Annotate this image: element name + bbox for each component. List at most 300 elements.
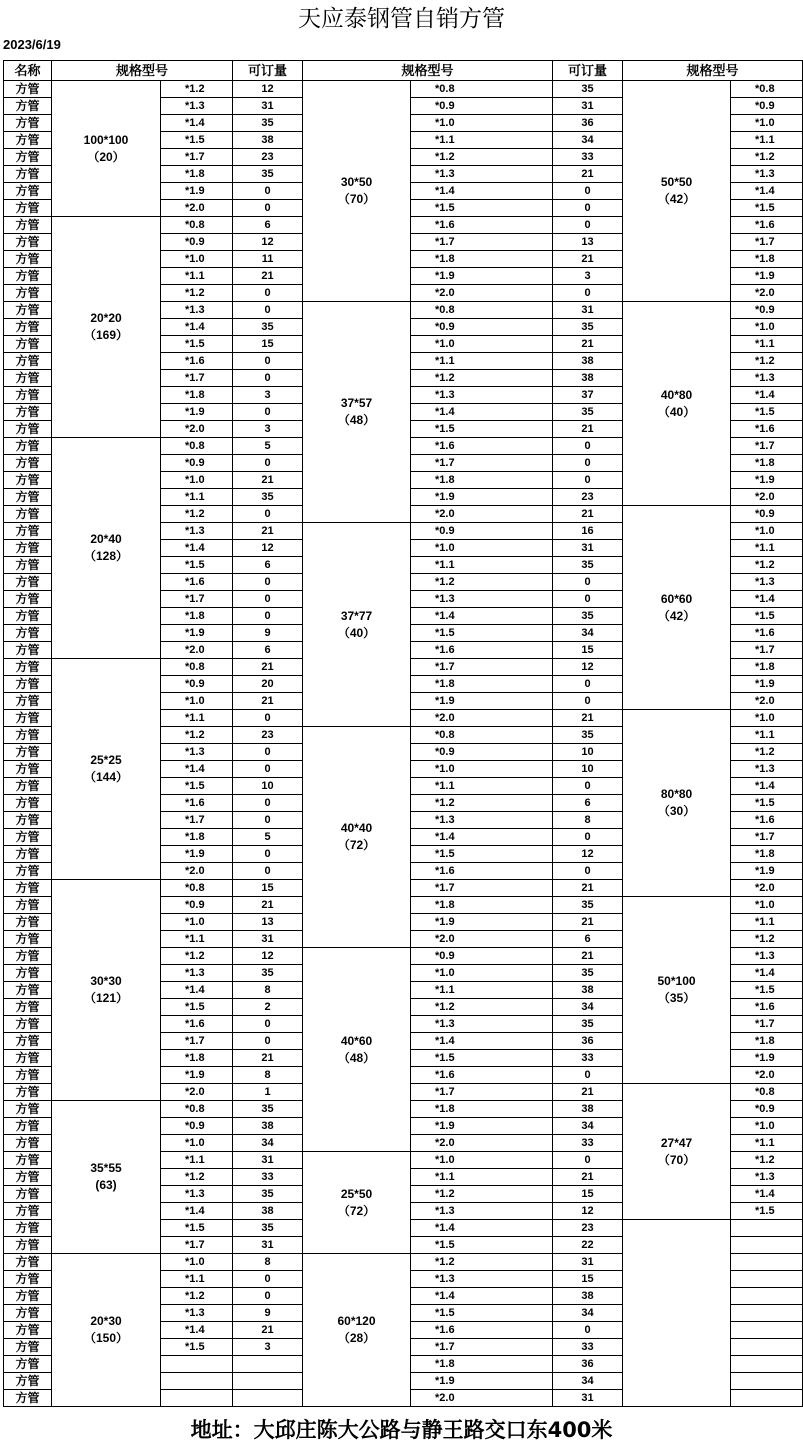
spec-thickness-cell: *1.6 (731, 625, 803, 642)
quantity-cell: 0 (233, 200, 303, 217)
spec-thickness-cell: *0.9 (731, 98, 803, 115)
spec-thickness-cell: *1.3 (731, 574, 803, 591)
row-name-cell: 方管 (4, 1067, 52, 1084)
spec-thickness-cell: *0.8 (161, 217, 233, 234)
quantity-cell: 21 (233, 1322, 303, 1339)
page-title: 天应泰钢管自销方管 (298, 6, 505, 32)
quantity-cell: 37 (553, 387, 623, 404)
row-name-cell: 方管 (4, 489, 52, 506)
spec-thickness-cell: *0.9 (161, 1118, 233, 1135)
spec-thickness-cell: *2.0 (411, 285, 553, 302)
row-name-cell: 方管 (4, 1169, 52, 1186)
spec-thickness-cell: *1.3 (411, 1203, 553, 1220)
spec-thickness-cell: *1.6 (411, 1322, 553, 1339)
spec-thickness-cell: *1.5 (411, 1305, 553, 1322)
spec-thickness-cell: *1.4 (411, 183, 553, 200)
spec-count: （121） (83, 991, 129, 1005)
spec-thickness-cell: *1.7 (731, 829, 803, 846)
spec-thickness-cell: *0.9 (161, 234, 233, 251)
spec-thickness-cell: *1.2 (161, 285, 233, 302)
spec-thickness-cell: *1.5 (731, 982, 803, 999)
quantity-cell: 36 (553, 115, 623, 132)
row-name-cell: 方管 (4, 353, 52, 370)
spec-count: （20） (87, 149, 125, 164)
spec-thickness-cell (731, 1322, 803, 1339)
spec-thickness-cell: *1.4 (161, 1322, 233, 1339)
header-spec-2: 规格型号 (303, 61, 553, 81)
row-name-cell: 方管 (4, 659, 52, 676)
spec-size: 27*47 (660, 1135, 693, 1150)
row-name-cell: 方管 (4, 744, 52, 761)
spec-thickness-cell: *1.3 (161, 744, 233, 761)
quantity-cell: 11 (233, 251, 303, 268)
spec-size: 80*80 (660, 787, 693, 801)
spec-thickness-cell: *1.8 (411, 1356, 553, 1373)
spec-thickness-cell: *1.5 (161, 1339, 233, 1356)
spec-thickness-cell: *1.4 (731, 1186, 803, 1203)
row-name-cell: 方管 (4, 115, 52, 132)
row-name-cell: 方管 (4, 387, 52, 404)
spec-thickness-cell: *1.3 (731, 761, 803, 778)
spec-thickness-cell: *1.1 (161, 1271, 233, 1288)
spec-thickness-cell: *1.5 (161, 778, 233, 795)
quantity-cell: 0 (553, 438, 623, 455)
spec-thickness-cell: *1.2 (411, 1186, 553, 1203)
quantity-cell: 22 (553, 1237, 623, 1254)
quantity-cell: 3 (553, 268, 623, 285)
spec-thickness-cell: *1.4 (161, 540, 233, 557)
spec-thickness-cell: *1.3 (411, 387, 553, 404)
row-name-cell: 方管 (4, 183, 52, 200)
quantity-cell: 0 (233, 506, 303, 523)
quantity-cell: 34 (233, 1135, 303, 1152)
quantity-cell: 5 (233, 829, 303, 846)
spec-thickness-cell: *1.6 (411, 863, 553, 880)
spec-thickness-cell: *1.8 (731, 455, 803, 472)
spec-thickness-cell: *1.9 (161, 625, 233, 642)
spec-thickness-cell: *2.0 (161, 642, 233, 659)
spec-thickness-cell: *1.4 (411, 829, 553, 846)
spec-thickness-cell: *1.1 (731, 914, 803, 931)
quantity-cell: 34 (553, 1373, 623, 1390)
row-name-cell: 方管 (4, 1305, 52, 1322)
spec-thickness-cell: *0.9 (731, 1101, 803, 1118)
spec-thickness-cell: *1.3 (731, 1169, 803, 1186)
row-name-cell: 方管 (4, 1050, 52, 1067)
row-name-cell: 方管 (4, 166, 52, 183)
quantity-cell: 35 (553, 81, 623, 98)
quantity-cell: 38 (553, 1288, 623, 1305)
spec-thickness-cell: *1.2 (161, 1288, 233, 1305)
quantity-cell: 35 (233, 319, 303, 336)
spec-size: 20*20 (90, 311, 122, 325)
row-name-cell: 方管 (4, 234, 52, 251)
quantity-cell: 36 (553, 1356, 623, 1373)
spec-thickness-cell: *1.2 (731, 931, 803, 948)
spec-thickness-cell: *1.3 (161, 302, 233, 319)
spec-thickness-cell: *1.3 (731, 370, 803, 387)
spec-thickness-cell: *1.0 (161, 472, 233, 489)
quantity-cell: 21 (553, 948, 623, 965)
spec-size: 50*50 (660, 175, 693, 189)
spec-thickness-cell: *1.3 (411, 591, 553, 608)
spec-size: 50*100 (657, 974, 696, 988)
quantity-cell: 0 (553, 455, 623, 472)
spec-thickness-cell: *1.9 (731, 676, 803, 693)
spec-thickness-cell: *2.0 (411, 710, 553, 727)
spec-thickness-cell: *1.3 (411, 812, 553, 829)
quantity-cell: 6 (233, 642, 303, 659)
spec-thickness-cell (731, 1237, 803, 1254)
spec-count: （72） (337, 1203, 376, 1218)
quantity-cell: 35 (233, 115, 303, 132)
spec-thickness-cell: *1.7 (411, 1339, 553, 1356)
row-name-cell: 方管 (4, 693, 52, 710)
header-qty-1: 可订量 (233, 61, 303, 81)
quantity-cell: 34 (553, 132, 623, 149)
spec-count: （42） (657, 608, 696, 623)
spec-count: （48） (337, 1050, 376, 1065)
quantity-cell: 21 (553, 1084, 623, 1101)
spec-thickness-cell: *1.3 (161, 1305, 233, 1322)
row-name-cell: 方管 (4, 897, 52, 914)
quantity-cell: 21 (553, 506, 623, 523)
row-name-cell: 方管 (4, 455, 52, 472)
quantity-cell: 21 (553, 421, 623, 438)
spec-group-label (623, 81, 731, 302)
spec-thickness-cell (731, 1373, 803, 1390)
spec-thickness-cell: *2.0 (731, 285, 803, 302)
row-name-cell: 方管 (4, 506, 52, 523)
spec-thickness-cell: *1.1 (411, 1169, 553, 1186)
header-name: 名称 (4, 61, 52, 81)
spec-group-label (303, 302, 411, 523)
spec-thickness-cell: *1.3 (731, 948, 803, 965)
quantity-cell: 0 (233, 370, 303, 387)
quantity-cell: 0 (553, 574, 623, 591)
spec-thickness-cell (731, 1305, 803, 1322)
spec-group-label (303, 1254, 411, 1407)
spec-group-label (303, 948, 411, 1152)
spec-thickness-cell: *1.5 (161, 557, 233, 574)
spec-group-label (52, 1101, 161, 1254)
spec-thickness-cell: *1.2 (411, 999, 553, 1016)
row-name-cell: 方管 (4, 1322, 52, 1339)
spec-thickness-cell: *1.5 (161, 336, 233, 353)
spec-thickness-cell: *1.0 (411, 1152, 553, 1169)
spec-thickness-cell: *1.6 (411, 1067, 553, 1084)
spec-thickness-cell: *1.3 (731, 166, 803, 183)
quantity-cell: 12 (233, 234, 303, 251)
spec-thickness-cell: *1.0 (411, 761, 553, 778)
row-name-cell: 方管 (4, 625, 52, 642)
spec-group-label (52, 81, 161, 217)
spec-size: 40*60 (340, 1033, 373, 1048)
spec-thickness-cell: *2.0 (411, 1135, 553, 1152)
spec-thickness-cell: *1.0 (731, 710, 803, 727)
spec-thickness-cell: *1.8 (731, 846, 803, 863)
spec-thickness-cell: *1.5 (161, 999, 233, 1016)
quantity-cell: 0 (553, 285, 623, 302)
row-name-cell: 方管 (4, 642, 52, 659)
quantity-cell: 0 (233, 1271, 303, 1288)
row-name-cell: 方管 (4, 217, 52, 234)
spec-thickness-cell: *2.0 (411, 1390, 553, 1407)
spec-group-label (52, 880, 161, 1101)
quantity-cell: 3 (233, 421, 303, 438)
spec-size: 35*55 (90, 1161, 122, 1175)
spec-count: （28） (337, 1331, 376, 1345)
quantity-cell: 6 (553, 931, 623, 948)
spec-group-label (52, 1254, 161, 1407)
spec-thickness-cell: *1.5 (731, 1203, 803, 1220)
row-name-cell: 方管 (4, 1135, 52, 1152)
spec-thickness-cell: *1.1 (731, 1135, 803, 1152)
quantity-cell: 0 (553, 1067, 623, 1084)
quantity-cell: 35 (233, 489, 303, 506)
spec-thickness-cell: *1.2 (411, 1254, 553, 1271)
row-name-cell: 方管 (4, 1271, 52, 1288)
quantity-cell: 13 (233, 914, 303, 931)
quantity-cell: 33 (553, 1135, 623, 1152)
spec-group-label (623, 897, 731, 1084)
quantity-cell: 31 (553, 1254, 623, 1271)
quantity-cell: 21 (233, 659, 303, 676)
spec-thickness-cell: *0.8 (731, 81, 803, 98)
spec-size: 25*50 (340, 1186, 373, 1201)
spec-thickness-cell: *1.8 (411, 897, 553, 914)
spec-thickness-cell: *1.4 (731, 387, 803, 404)
quantity-cell: 35 (553, 557, 623, 574)
spec-thickness-cell: *1.1 (411, 982, 553, 999)
spec-size: 30*30 (90, 974, 122, 988)
spec-thickness-cell: *1.6 (731, 217, 803, 234)
spec-thickness-cell: *1.5 (161, 132, 233, 149)
spec-thickness-cell: *1.6 (161, 1016, 233, 1033)
spec-thickness-cell: *1.1 (161, 710, 233, 727)
spec-thickness-cell: *1.4 (731, 591, 803, 608)
row-name-cell: 方管 (4, 268, 52, 285)
spec-thickness-cell: *1.2 (411, 795, 553, 812)
quantity-cell: 31 (553, 98, 623, 115)
quantity-cell: 35 (233, 1220, 303, 1237)
spec-thickness-cell: *1.8 (161, 166, 233, 183)
quantity-cell: 21 (233, 268, 303, 285)
quantity-cell: 16 (553, 523, 623, 540)
spec-thickness-cell: *1.6 (411, 438, 553, 455)
spec-count: （40） (657, 404, 696, 419)
spec-thickness-cell: *1.9 (411, 914, 553, 931)
spec-thickness-cell: *1.8 (161, 387, 233, 404)
quantity-cell: 35 (233, 965, 303, 982)
row-name-cell: 方管 (4, 574, 52, 591)
row-name-cell: 方管 (4, 404, 52, 421)
quantity-cell: 38 (553, 353, 623, 370)
spec-thickness-cell: *1.0 (161, 1254, 233, 1271)
spec-thickness-cell: *1.4 (161, 319, 233, 336)
spec-thickness-cell: *0.9 (411, 948, 553, 965)
quantity-cell: 12 (233, 540, 303, 557)
spec-thickness-cell: *2.0 (161, 863, 233, 880)
quantity-cell: 34 (553, 999, 623, 1016)
quantity-cell: 35 (233, 1186, 303, 1203)
spec-count: （42） (657, 192, 696, 206)
spec-thickness-cell: *1.6 (731, 999, 803, 1016)
quantity-cell: 0 (233, 591, 303, 608)
row-name-cell: 方管 (4, 999, 52, 1016)
row-name-cell: 方管 (4, 1220, 52, 1237)
spec-thickness-cell: *0.8 (161, 880, 233, 897)
quantity-cell: 21 (553, 251, 623, 268)
spec-size: 37*77 (340, 608, 373, 623)
header-row (4, 61, 803, 81)
quantity-cell: 38 (233, 1118, 303, 1135)
row-name-cell: 方管 (4, 965, 52, 982)
quantity-cell: 10 (553, 744, 623, 761)
spec-thickness-cell (731, 1254, 803, 1271)
spec-thickness-cell: *0.9 (731, 302, 803, 319)
spec-thickness-cell: *1.1 (411, 778, 553, 795)
row-name-cell: 方管 (4, 710, 52, 727)
quantity-cell: 0 (233, 574, 303, 591)
spec-thickness-cell: *1.1 (161, 931, 233, 948)
spec-group-label (623, 302, 731, 506)
quantity-cell: 31 (553, 1390, 623, 1407)
quantity-cell: 3 (233, 387, 303, 404)
quantity-cell: 33 (553, 1339, 623, 1356)
spec-thickness-cell: *1.4 (731, 778, 803, 795)
spec-thickness-cell (731, 1339, 803, 1356)
spec-thickness-cell: *1.7 (411, 1084, 553, 1101)
spec-thickness-cell: *1.2 (161, 727, 233, 744)
spec-thickness-cell: *1.2 (731, 744, 803, 761)
table-row (4, 81, 803, 98)
quantity-cell: 33 (233, 1169, 303, 1186)
quantity-cell: 0 (233, 1016, 303, 1033)
spec-thickness-cell: *1.0 (731, 897, 803, 914)
spec-thickness-cell (731, 1271, 803, 1288)
quantity-cell: 0 (233, 761, 303, 778)
row-name-cell: 方管 (4, 1016, 52, 1033)
quantity-cell: 9 (233, 1305, 303, 1322)
quantity-cell: 0 (233, 1288, 303, 1305)
header-qty-2: 可订量 (553, 61, 623, 81)
quantity-cell: 35 (233, 1101, 303, 1118)
row-name-cell: 方管 (4, 370, 52, 387)
inventory-table (3, 60, 803, 1407)
spec-thickness-cell: *2.0 (161, 1084, 233, 1101)
spec-thickness-cell: *1.5 (411, 421, 553, 438)
spec-thickness-cell: *1.1 (731, 132, 803, 149)
quantity-cell: 31 (233, 98, 303, 115)
spec-count: （30） (657, 804, 696, 818)
quantity-cell: 15 (233, 880, 303, 897)
quantity-cell: 0 (553, 183, 623, 200)
quantity-cell: 0 (233, 404, 303, 421)
quantity-cell: 38 (553, 1101, 623, 1118)
quantity-cell: 31 (233, 931, 303, 948)
row-name-cell: 方管 (4, 285, 52, 302)
row-name-cell: 方管 (4, 1254, 52, 1271)
quantity-cell: 35 (553, 404, 623, 421)
quantity-cell: 33 (553, 149, 623, 166)
spec-thickness-cell: *1.8 (411, 676, 553, 693)
spec-size: 100*100 (83, 132, 129, 147)
quantity-cell: 35 (553, 1016, 623, 1033)
spec-size: 40*40 (340, 821, 373, 835)
spec-thickness-cell: *1.0 (731, 1118, 803, 1135)
spec-group-label (52, 438, 161, 659)
quantity-cell: 0 (553, 200, 623, 217)
spec-thickness-cell: *1.9 (731, 472, 803, 489)
spec-group-label (52, 217, 161, 438)
spec-count: （48） (337, 413, 376, 427)
spec-thickness-cell: *1.7 (161, 812, 233, 829)
quantity-cell (233, 1390, 303, 1407)
row-name-cell: 方管 (4, 302, 52, 319)
quantity-cell: 1 (233, 1084, 303, 1101)
quantity-cell: 21 (553, 166, 623, 183)
spec-count: （70） (657, 1152, 696, 1167)
quantity-cell: 38 (233, 1203, 303, 1220)
spec-thickness-cell: *2.0 (411, 506, 553, 523)
spec-thickness-cell: *1.4 (411, 1288, 553, 1305)
spec-thickness-cell: *0.9 (161, 897, 233, 914)
spec-thickness-cell (731, 1220, 803, 1237)
row-name-cell: 方管 (4, 846, 52, 863)
quantity-cell: 15 (553, 1271, 623, 1288)
spec-thickness-cell: *1.2 (411, 149, 553, 166)
spec-thickness-cell: *1.3 (411, 1271, 553, 1288)
spec-thickness-cell: *1.8 (731, 1033, 803, 1050)
spec-thickness-cell: *1.5 (731, 404, 803, 421)
spec-thickness-cell: *1.3 (411, 1016, 553, 1033)
quantity-cell: 23 (553, 489, 623, 506)
spec-thickness-cell: *0.8 (161, 438, 233, 455)
spec-thickness-cell: *1.9 (161, 1067, 233, 1084)
quantity-cell: 0 (553, 693, 623, 710)
spec-thickness-cell: *1.2 (161, 81, 233, 98)
spec-thickness-cell: *2.0 (731, 1067, 803, 1084)
spec-thickness-cell: *1.7 (411, 234, 553, 251)
spec-thickness-cell: *1.7 (161, 591, 233, 608)
quantity-cell: 21 (233, 897, 303, 914)
quantity-cell: 21 (233, 472, 303, 489)
spec-thickness-cell: *1.9 (161, 183, 233, 200)
row-name-cell: 方管 (4, 727, 52, 744)
row-name-cell: 方管 (4, 778, 52, 795)
quantity-cell: 0 (553, 472, 623, 489)
spec-thickness-cell (161, 1390, 233, 1407)
spec-thickness-cell: *1.7 (411, 659, 553, 676)
spec-thickness-cell: *1.4 (411, 608, 553, 625)
row-name-cell: 方管 (4, 812, 52, 829)
spec-thickness-cell: *1.2 (161, 1169, 233, 1186)
header-spec-1: 规格型号 (52, 61, 233, 81)
spec-count: （144） (83, 770, 129, 784)
row-name-cell: 方管 (4, 795, 52, 812)
row-name-cell: 方管 (4, 1033, 52, 1050)
row-name-cell: 方管 (4, 608, 52, 625)
spec-thickness-cell: *0.9 (731, 506, 803, 523)
quantity-cell: 23 (553, 1220, 623, 1237)
quantity-cell: 12 (553, 846, 623, 863)
spec-thickness-cell: *1.5 (411, 1237, 553, 1254)
spec-thickness-cell: *1.2 (731, 557, 803, 574)
spec-thickness-cell: *1.0 (411, 336, 553, 353)
spec-thickness-cell: *1.4 (161, 982, 233, 999)
row-name-cell: 方管 (4, 557, 52, 574)
